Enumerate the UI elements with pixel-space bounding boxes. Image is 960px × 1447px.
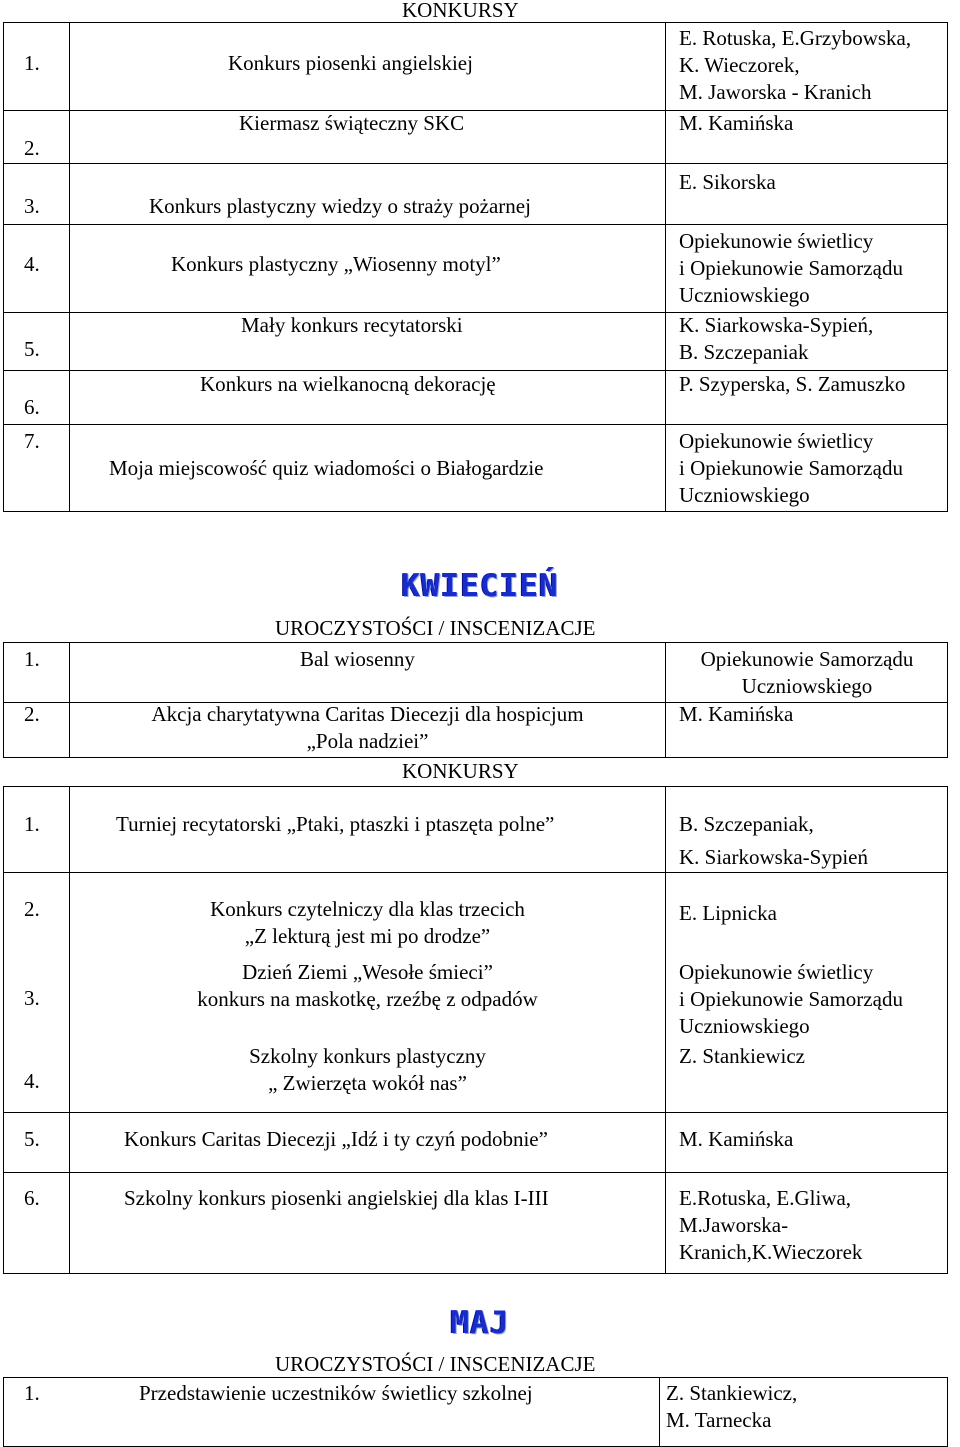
section-title-konkursy: KONKURSY bbox=[402, 0, 519, 22]
responsible-person: Opiekunowie świetlicy i Opiekunowie Samorządu Uczniowskiego bbox=[679, 429, 903, 507]
april-ceremonies-table bbox=[3, 642, 948, 758]
row-number: 3. bbox=[24, 194, 40, 218]
section-title-ceremonies: UROCZYSTOŚCI / INSCENIZACJE bbox=[275, 1352, 596, 1376]
responsible-person: Opiekunowie świetlicy i Opiekunowie Samorządu Uczniowskiego bbox=[679, 229, 903, 307]
column-divider bbox=[659, 1378, 660, 1446]
responsible-person: B. Szczepaniak, K. Siarkowska-Sypień bbox=[679, 812, 868, 869]
month-heading-may: MAJ bbox=[450, 1305, 510, 1341]
row-number: 1. bbox=[24, 51, 40, 75]
responsible-person: Z. Stankiewicz bbox=[679, 1044, 805, 1068]
event-name: Konkurs plastyczny „Wiosenny motyl” bbox=[171, 252, 501, 276]
responsible-person: Z. Stankiewicz, M. Tarnecka bbox=[666, 1381, 798, 1432]
event-name: Konkurs Caritas Diecezji „Idź i ty czyń podobnie” bbox=[124, 1127, 548, 1151]
responsible-person: E. Sikorska bbox=[679, 170, 776, 194]
responsible-person: K. Siarkowska-Sypień, B. Szczepaniak bbox=[679, 313, 874, 364]
column-divider bbox=[69, 787, 70, 1273]
april-contests-table bbox=[3, 786, 948, 1274]
row-number: 2. bbox=[24, 136, 40, 160]
responsible-person: M. Kamińska bbox=[679, 1127, 794, 1151]
row-number: 2. bbox=[24, 897, 40, 921]
event-name: Konkurs piosenki angielskiej bbox=[228, 51, 473, 75]
column-divider bbox=[69, 23, 70, 511]
row-divider bbox=[4, 110, 947, 111]
event-name: Konkurs plastyczny wiedzy o straży pożarnej bbox=[149, 194, 531, 218]
row-number: 6. bbox=[24, 395, 40, 419]
responsible-person: E. Lipnicka bbox=[679, 901, 777, 925]
event-name: Konkurs czytelniczy dla klas trzecich „Z lekturą jest mi po drodze” bbox=[210, 897, 525, 948]
row-number: 4. bbox=[24, 252, 40, 276]
row-number: 1. bbox=[24, 1381, 40, 1405]
row-divider bbox=[4, 424, 947, 425]
section-title-konkursy: KONKURSY bbox=[402, 759, 519, 783]
row-number: 5. bbox=[24, 337, 40, 361]
responsible-person: Opiekunowie świetlicy i Opiekunowie Samorządu Uczniowskiego bbox=[679, 960, 903, 1038]
row-number: 2. bbox=[24, 702, 40, 726]
responsible-person: Opiekunowie Samorządu Uczniowskiego bbox=[700, 647, 914, 698]
row-divider bbox=[4, 1112, 947, 1113]
column-divider bbox=[665, 787, 666, 1273]
event-name: Przedstawienie uczestników świetlicy szkolnej bbox=[139, 1381, 533, 1405]
event-name: Akcja charytatywna Caritas Diecezji dla hospicjum „Pola nadziei” bbox=[151, 702, 584, 753]
event-name: Szkolny konkurs piosenki angielskiej dla klas I-III bbox=[124, 1186, 549, 1210]
responsible-person: M. Kamińska bbox=[679, 702, 794, 726]
column-divider bbox=[665, 23, 666, 511]
responsible-person: E. Rotuska, E.Grzybowska, K. Wieczorek, M. Jaworska - Kranich bbox=[679, 26, 912, 104]
responsible-person: E.Rotuska, E.Gliwa, M.Jaworska- Kranich,K.Wieczorek bbox=[679, 1186, 863, 1264]
section-title-ceremonies: UROCZYSTOŚCI / INSCENIZACJE bbox=[275, 616, 596, 640]
event-name: Dzień Ziemi „Wesołe śmieci” konkurs na maskotkę, rzeźbę z odpadów bbox=[197, 960, 538, 1011]
responsible-person: P. Szyperska, S. Zamuszko bbox=[679, 372, 906, 396]
event-name: Szkolny konkurs plastyczny „ Zwierzęta wokół nas” bbox=[249, 1044, 486, 1095]
row-number: 7. bbox=[24, 429, 40, 453]
event-name: Mały konkurs recytatorski bbox=[241, 313, 463, 337]
event-name: Moja miejscowość quiz wiadomości o Białogardzie bbox=[109, 456, 544, 480]
row-number: 5. bbox=[24, 1127, 40, 1151]
row-divider bbox=[4, 1172, 947, 1173]
row-number: 6. bbox=[24, 1186, 40, 1210]
event-name: Kiermasz świąteczny SKC bbox=[239, 111, 465, 135]
row-divider bbox=[4, 224, 947, 225]
month-heading-april: KWIECIEŃ bbox=[401, 568, 559, 604]
event-name: Bal wiosenny bbox=[300, 647, 415, 671]
event-name: Konkurs na wielkanocną dekorację bbox=[200, 372, 496, 396]
responsible-person: M. Kamińska bbox=[679, 111, 794, 135]
row-number: 4. bbox=[24, 1069, 40, 1093]
row-number: 1. bbox=[24, 812, 40, 836]
row-number: 1. bbox=[24, 647, 40, 671]
row-divider bbox=[4, 163, 947, 164]
event-name: Turniej recytatorski „Ptaki, ptaszki i ptaszęta polne” bbox=[116, 812, 555, 836]
row-divider bbox=[4, 872, 947, 873]
may-ceremonies-table bbox=[3, 1377, 948, 1447]
row-number: 3. bbox=[24, 986, 40, 1010]
contests-table bbox=[3, 22, 948, 512]
